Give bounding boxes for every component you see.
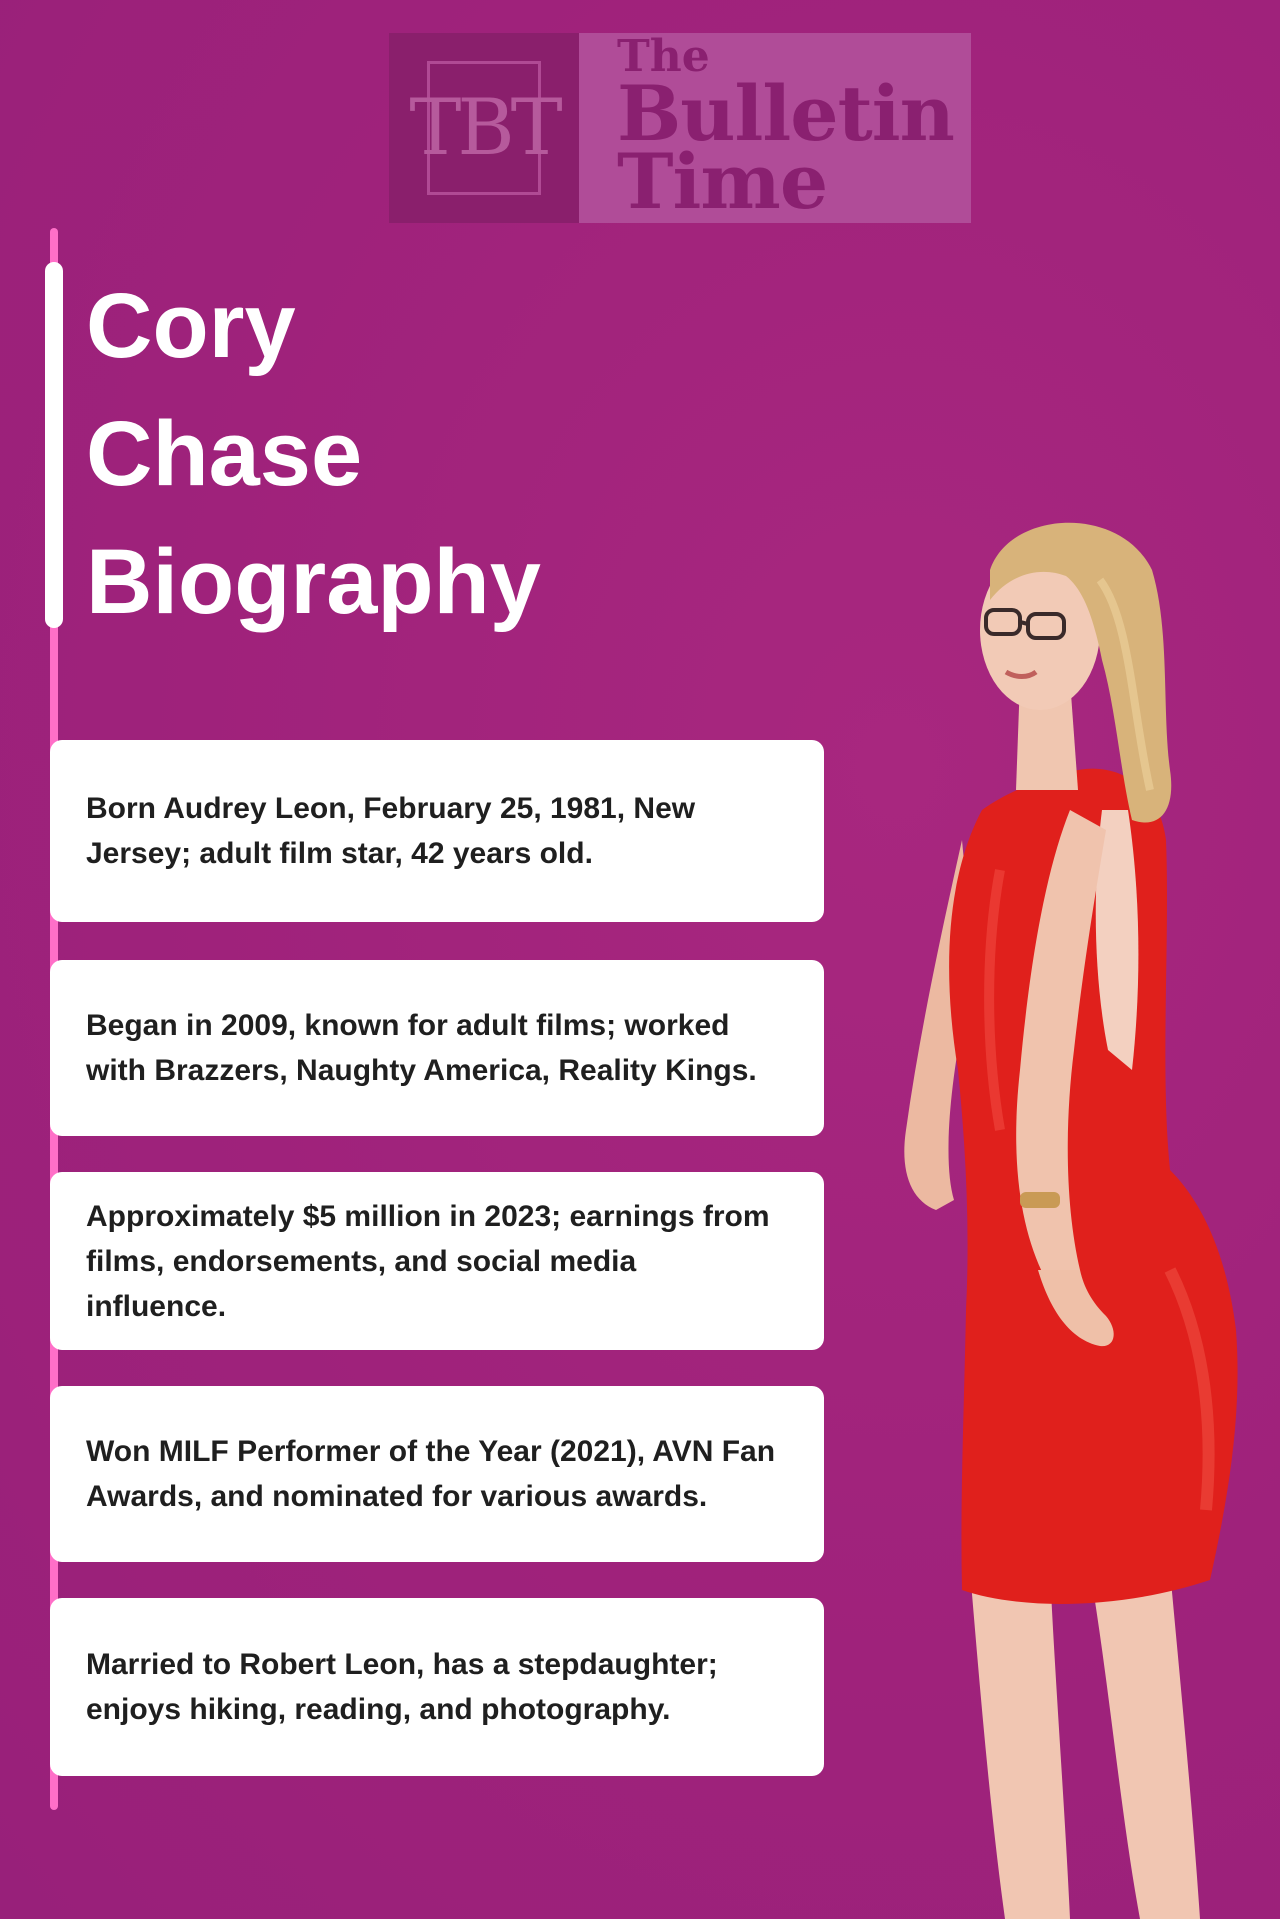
title-line-1: Cory (86, 275, 296, 377)
logo-word-the: The (617, 31, 710, 82)
info-card-birth (50, 740, 824, 922)
info-card-text: Approximately $5 million in 2023; earnings from films, endorsements, and social media influence. (86, 1199, 770, 1323)
page-title (86, 262, 541, 646)
legs (970, 1570, 1200, 1919)
info-card-text: Born Audrey Leon, February 25, 1981, New Jersey; adult film star, 42 years old. (86, 792, 696, 870)
info-card-awards (50, 1386, 824, 1562)
info-card-text: Began in 2009, known for adult films; worked with Brazzers, Naughty America, Reality Kings. (86, 1009, 757, 1087)
logo-word-time: Time (617, 137, 828, 226)
info-card-net-worth (50, 1172, 824, 1350)
watch (1020, 1192, 1060, 1208)
info-card-personal-life (50, 1598, 824, 1776)
info-card-career (50, 960, 824, 1136)
logo-monogram: TBT (409, 83, 559, 173)
logo-word-bulletin: Bulletin (617, 69, 954, 158)
title-line-3: Biography (86, 531, 541, 633)
info-card-text: Married to Robert Leon, has a stepdaughter; enjoys hiking, reading, and photography. (86, 1648, 718, 1726)
logo-wordmark (579, 31, 971, 226)
title-line-2: Chase (86, 403, 363, 505)
title-accent-bar (45, 262, 63, 628)
site-logo[interactable] (389, 31, 971, 226)
logo-monogram-block (389, 33, 579, 223)
portrait-photo (870, 510, 1280, 1919)
info-card-text: Won MILF Performer of the Year (2021), AVN Fan Awards, and nominated for various awards. (86, 1435, 776, 1513)
